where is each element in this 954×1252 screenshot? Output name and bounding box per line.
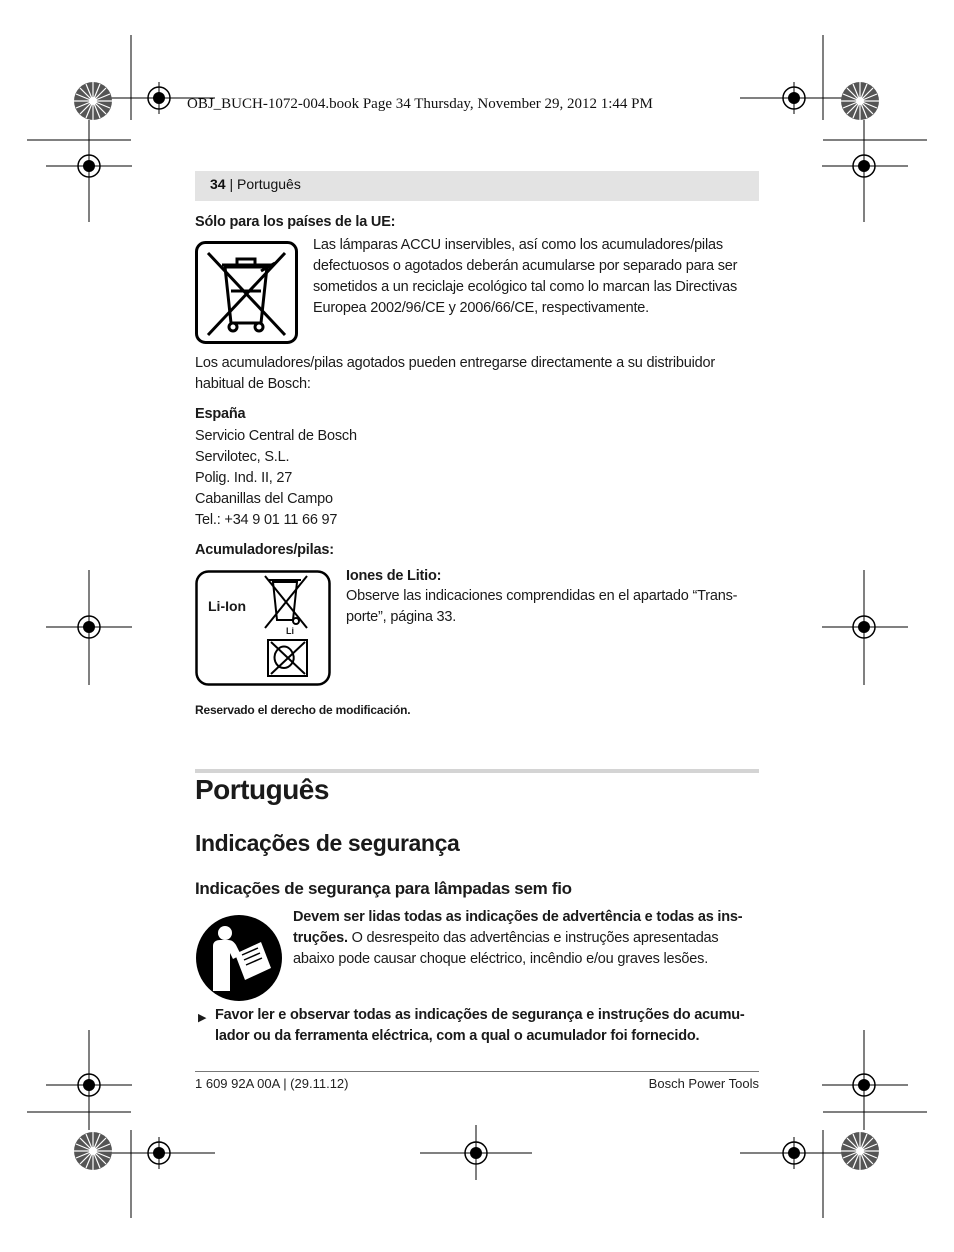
- warning-line: abaixo pode causar choque eléctrico, incêndio e/ou graves lesões.: [293, 951, 709, 967]
- warning-bold-line: Devem ser lidas todas as indicações de advertência e todas as ins-: [293, 909, 743, 925]
- spain-heading: España: [195, 406, 246, 422]
- warning-rest: O desrespeito das advertências e instruções apresentadas: [347, 930, 719, 946]
- section-rule: [195, 769, 759, 773]
- liion-paragraph: [346, 586, 766, 628]
- header-separator: |: [225, 176, 237, 192]
- safety-heading: Indicações de segurança: [195, 830, 460, 856]
- eu-text-line: Europea 2002/96/CE y 2006/66/CE, respectivamente.: [313, 300, 649, 316]
- footer-rule: [195, 1071, 759, 1072]
- address-line: Servicio Central de Bosch: [195, 428, 357, 444]
- footer-brand: Bosch Power Tools: [648, 1076, 759, 1091]
- dealer-line: habitual de Bosch:: [195, 376, 311, 392]
- eu-text-line: sometidos a un reciclaje ecológico tal como lo marcan las Directivas: [313, 279, 738, 295]
- warning-line: [293, 928, 768, 949]
- bullet-item: [215, 1005, 770, 1047]
- bullet-line: lador ou da ferramenta eléctrica, com a qual o acumulador foi fornecido.: [215, 1028, 700, 1044]
- address-line: Polig. Ind. II, 27: [195, 470, 293, 486]
- address-line: Tel.: +34 9 01 11 66 97: [195, 512, 338, 528]
- eu-text-line: Las lámparas ACCU inservibles, así como los acumuladores/pilas: [313, 237, 723, 253]
- address-line: Cabanillas del Campo: [195, 491, 333, 507]
- dealer-line: Los acumuladores/pilas agotados pueden entregarse directamente a su distribuidor: [195, 355, 716, 371]
- eu-text-line: defectuosos o agotados deberán acumularse por separado para ser: [313, 258, 738, 274]
- liion-line: porte”, página 33.: [346, 609, 457, 625]
- li-ion-symbol-icon: [195, 570, 331, 686]
- li-ion-badge-label: Li-Ion: [208, 598, 247, 614]
- running-header: [210, 176, 301, 192]
- li-ion-badge: [195, 570, 331, 686]
- warning-bold-tail: truções.: [293, 930, 348, 946]
- eu-only-heading: Sólo para los países de la UE:: [195, 214, 396, 230]
- cordless-safety-heading: Indicações de segurança para lâmpadas sem fio: [195, 879, 572, 898]
- dealer-paragraph: [195, 353, 770, 395]
- warning-paragraph: [293, 907, 768, 970]
- liion-line: Observe las indicaciones comprendidas en el apartado “Trans-: [346, 588, 738, 604]
- crossed-bin-icon: [195, 241, 298, 344]
- liion-heading: Iones de Litio:: [346, 568, 442, 584]
- bullet-line: Favor ler e observar todas as indicações de segurança e instruções do acumu-: [215, 1007, 745, 1023]
- service-address: [195, 426, 595, 531]
- read-manual-icon: [195, 914, 283, 1002]
- li-small-label: Li: [286, 626, 294, 636]
- address-line: Servilotec, S.L.: [195, 449, 290, 465]
- eu-disposal-text: [313, 235, 763, 319]
- reserved-rights: Reservado el derecho de modificación.: [195, 703, 411, 717]
- header-section: Português: [237, 176, 301, 192]
- batteries-heading: Acumuladores/pilas:: [195, 542, 334, 558]
- page-number: 34: [210, 176, 226, 192]
- bullet-arrow-icon: ▶: [198, 1012, 207, 1024]
- footer-doc-number: 1 609 92A 00A | (29.11.12): [195, 1076, 349, 1091]
- page-title: Português: [195, 774, 329, 805]
- slug-line: OBJ_BUCH-1072-004.book Page 34 Thursday, November 29, 2012 1:44 PM: [187, 96, 653, 112]
